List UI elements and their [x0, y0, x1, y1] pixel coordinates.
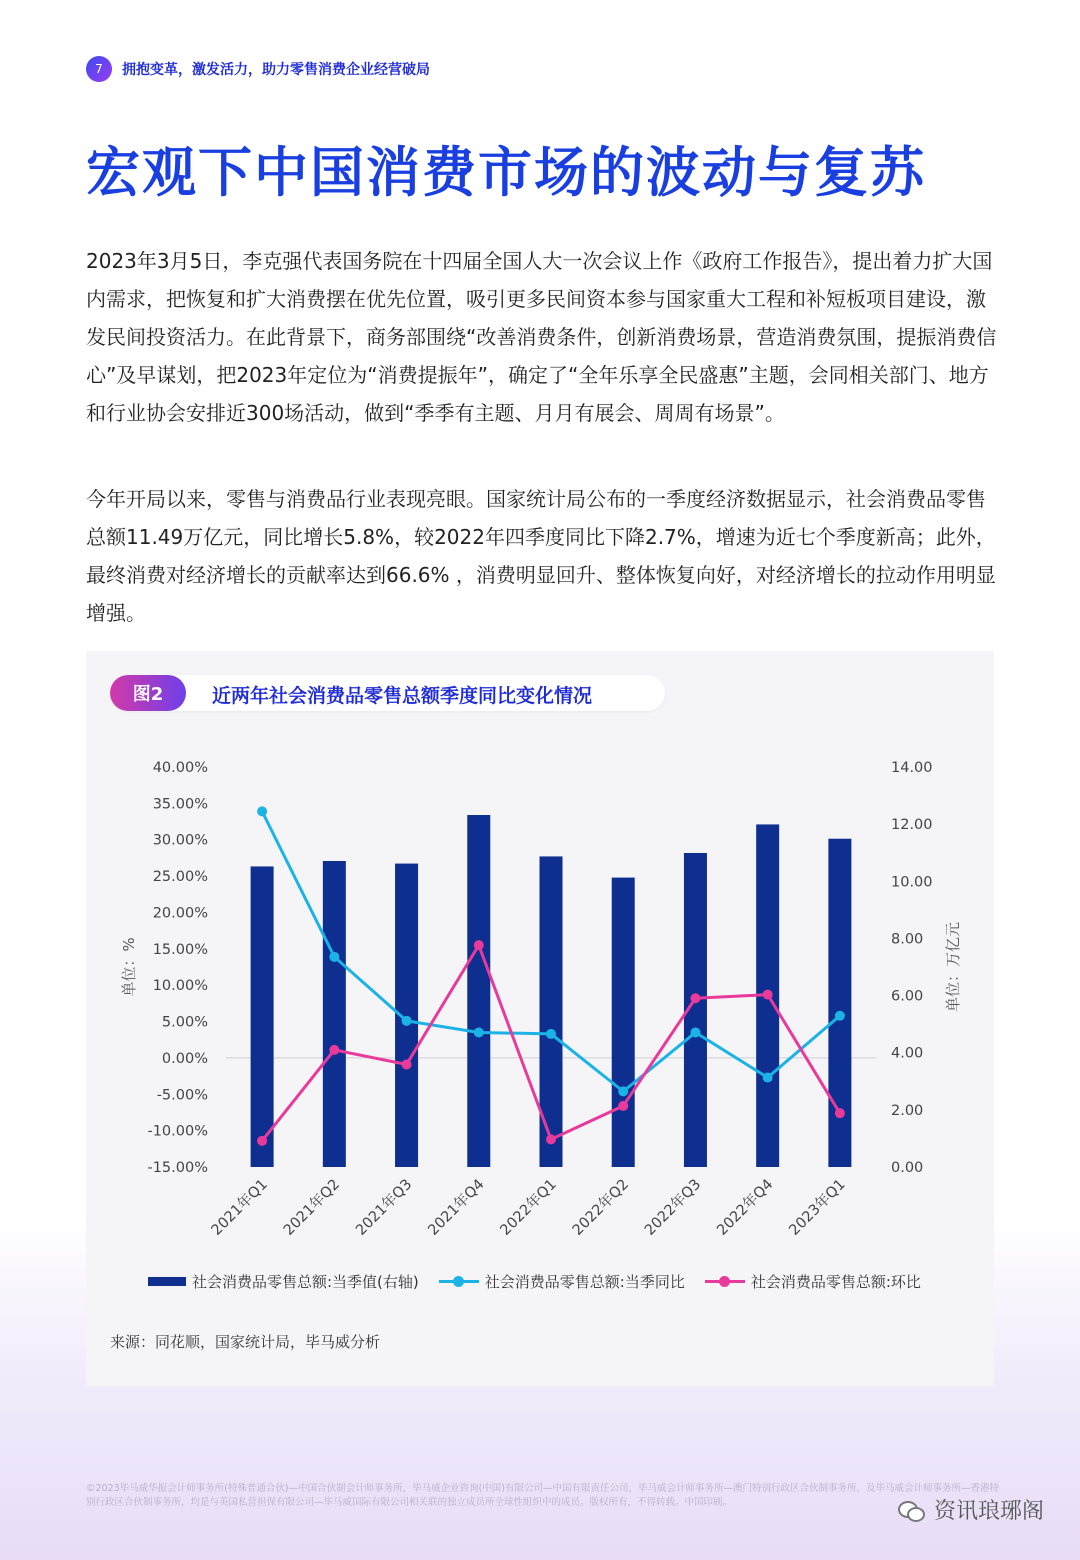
x-tick-label: 2021年Q3 [353, 1176, 416, 1239]
y-left-tick-label: 10.00% [152, 978, 208, 995]
page-title: 宏观下中国消费市场的波动与复苏 [86, 141, 926, 204]
figure-title: 近两年社会消费品零售总额季度同比变化情况 [212, 685, 593, 707]
yoy-point [402, 1016, 412, 1026]
y-right-tick-label: 14.00 [891, 760, 933, 776]
mom-point [402, 1059, 412, 1069]
legend-item-mom [705, 1271, 921, 1292]
yoy-point [618, 1086, 628, 1096]
chart-legend [148, 1271, 921, 1292]
x-tick-label: 2021年Q2 [280, 1176, 344, 1239]
x-tick-label: 2021年Q4 [425, 1176, 488, 1239]
legend-swatch-yoy [439, 1280, 479, 1283]
page-number-badge: 7 [86, 56, 112, 82]
y-left-tick-label: 30.00% [152, 832, 208, 849]
y-right-tick-label: 6.00 [891, 988, 924, 1005]
x-tick-label: 2022年Q4 [714, 1176, 777, 1239]
chart [86, 651, 994, 1251]
legend-item-yoy [439, 1271, 685, 1292]
mom-point [329, 1045, 339, 1055]
yoy-point [546, 1029, 556, 1039]
y-right-tick-label: 2.00 [891, 1102, 924, 1119]
footer-legal: ©2023毕马威华振会计师事务所(特殊普通合伙)—中国合伙制会计师事务所，毕马威企业咨询(中国)有限公司—中国有限责任公司，毕马威会计师事务所—澳门特别行政区合伙制事务所，及毕马威会计师事务所—香港特别行政区合伙制事务所，均是与英国私营担保有限公司—毕马威国际有限公司相关联的独立成员所全球性组织中的成员。版权所有，不得转载。中国印刷。 [86, 1483, 1000, 1508]
yoy-point [835, 1011, 845, 1021]
y-right-tick-label: 8.00 [891, 931, 924, 948]
yoy-point [690, 1027, 700, 1037]
y-left-tick-label: 15.00% [152, 941, 208, 958]
y-left-tick-label: 0.00% [161, 1050, 208, 1067]
y-left-tick-label: 40.00% [152, 760, 208, 776]
legend-swatch-bar [148, 1277, 186, 1286]
bar [251, 866, 274, 1167]
y-right-tick-label: 0.00 [891, 1160, 924, 1176]
yoy-point [329, 952, 339, 962]
y-left-tick-label: 35.00% [152, 796, 208, 813]
x-tick-label: 2022年Q3 [642, 1176, 705, 1239]
bar [467, 815, 490, 1167]
y-right-tick-label: 12.00 [891, 817, 933, 834]
header-text: 拥抱变革，激发活力，助力零售消费企业经营破局 [122, 62, 430, 78]
mom-point [835, 1108, 845, 1118]
bar [323, 861, 346, 1167]
figure-panel [86, 651, 994, 1386]
page-header [86, 56, 430, 82]
mom-point [546, 1134, 556, 1144]
y-right-axis-label: 单位：万亿元 [944, 921, 962, 1013]
mom-point [763, 990, 773, 1000]
paragraph-2: 今年开局以来，零售与消费品行业表现亮眼。国家统计局公布的一季度经济数据显示，社会消费品零售总额11.49万亿元，同比增长5.8%，较2022年四季度同比下降2.7%，增速为近七个季度新高；此外，最终消费对经济增长的贡献率达到66.6% ，消费明显回升、整体恢复向好，对经济增长的拉动作用明显增强。 [86, 487, 996, 625]
figure-source: 来源：同花顺，国家统计局，毕马威分析 [110, 1333, 381, 1351]
y-left-tick-label: -5.00% [156, 1087, 208, 1104]
y-left-tick-label: -15.00% [147, 1160, 208, 1176]
y-left-tick-label: 20.00% [152, 905, 208, 922]
mom-point [257, 1136, 267, 1146]
y-left-axis-label: 单位：% [120, 937, 138, 997]
figure-tag: 图2 [110, 675, 186, 711]
legend-label-bar: 社会消费品零售总额:当季值(右轴) [192, 1273, 419, 1291]
y-left-tick-label: -10.00% [147, 1123, 208, 1140]
bar [612, 878, 635, 1167]
yoy-point [763, 1073, 773, 1083]
y-right-tick-label: 4.00 [891, 1045, 924, 1062]
mom-point [474, 940, 484, 950]
wechat-icon [898, 1499, 926, 1521]
y-left-tick-label: 25.00% [152, 869, 208, 886]
mom-point [690, 993, 700, 1003]
mom-point [618, 1101, 628, 1111]
legend-item-bar [148, 1271, 419, 1292]
x-tick-label: 2022年Q1 [497, 1176, 560, 1239]
watermark-text: 资讯琅琊阁 [933, 1499, 1044, 1524]
legend-label-mom: 社会消费品零售总额:环比 [750, 1273, 921, 1291]
legend-label-yoy: 社会消费品零售总额:当季同比 [484, 1273, 685, 1291]
legend-swatch-mom [705, 1280, 745, 1283]
x-tick-label: 2022年Q2 [569, 1176, 633, 1239]
watermark [898, 1494, 1044, 1525]
paragraph-1: 2023年3月5日，李克强代表国务院在十四届全国人大一次会议上作《政府工作报告》，提出着力扩大国内需求，把恢复和扩大消费摆在优先位置，吸引更多民间资本参与国家重大工程和补短板项目建设，激发民间投资活力。在此背景下，商务部围绕“改善消费条件，创新消费场景，营造消费氛围，提振消费信心”及早谋划，把2023年定位为“消费提振年”，确定了“全年乐享全民盛惠”主题，会同相关部门、地方和行业协会安排近300场活动，做到“季季有主题、月月有展会、周周有场景”。 [86, 249, 997, 425]
y-right-tick-label: 10.00 [891, 874, 933, 891]
yoy-point [474, 1027, 484, 1037]
yoy-point [257, 806, 267, 816]
x-tick-label: 2023年Q1 [786, 1176, 849, 1239]
y-left-tick-label: 5.00% [161, 1014, 208, 1031]
x-tick-label: 2021年Q1 [208, 1176, 271, 1239]
